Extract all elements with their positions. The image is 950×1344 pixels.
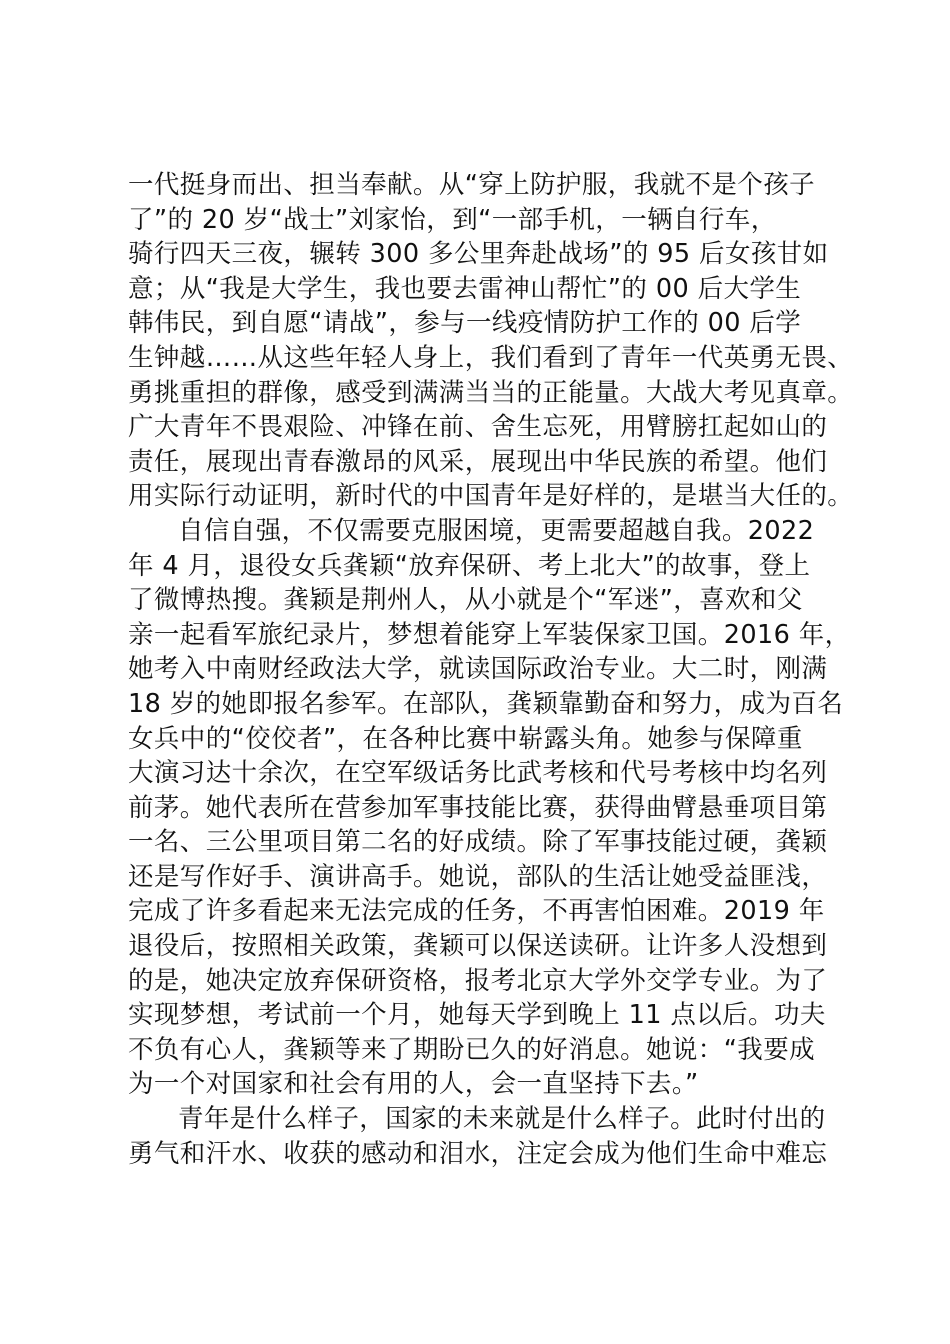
text-line: 不负有心人，龚颖等来了期盼已久的好消息。她说：“我要成 <box>128 1034 816 1065</box>
text-line: 了”的 20 岁“战士”刘家怡，到“一部手机，一辆自行车， <box>128 204 777 235</box>
text-line: 一名、三公里项目第二名的好成绩。除了军事技能过硬，龚颖 <box>128 827 828 858</box>
text-line: 年 4 月，退役女兵龚颖“放弃保研、考上北大”的故事，登上 <box>128 550 811 581</box>
text-line: 的是，她决定放弃保研资格，报考北京大学外交学专业。为了 <box>128 965 828 996</box>
text-line: 为一个对国家和社会有用的人，会一直坚持下去。” <box>128 1069 699 1100</box>
text-line: 责任，展现出青春激昂的风采，展现出中华民族的希望。他们 <box>128 446 828 477</box>
text-line: 完成了许多看起来无法完成的任务，不再害怕困难。2019 年 <box>128 896 825 927</box>
text-line: 一代挺身而出、担当奉献。从“穿上防护服，我就不是个孩子 <box>128 170 816 200</box>
text-line: 亲一起看军旅纪录片，梦想着能穿上军装保家卫国。2016 年， <box>128 619 851 650</box>
text-line: 广大青年不畏艰险、冲锋在前、舍生忘死，用臂膀扛起如山的 <box>128 412 828 443</box>
text-line: 意；从“我是大学生，我也要去雷神山帮忙”的 00 后大学生 <box>128 273 802 304</box>
text-line: 勇气和汗水、收获的感动和泪水，注定会成为他们生命中难忘 <box>128 1138 828 1169</box>
text-line: 韩伟民，到自愿“请战”，参与一线疫情防护工作的 00 后学 <box>128 308 802 339</box>
text-line: 18 岁的她即报名参军。在部队，龚颖靠勤奋和努力，成为百名 <box>128 688 844 719</box>
paragraph-start-line: 自信自强，不仅需要克服困境，更需要超越自我。2022 <box>178 515 815 546</box>
text-line: 生钟越……从这些年轻人身上，我们看到了青年一代英勇无畏、 <box>128 342 854 373</box>
text-line: 还是写作好手、演讲高手。她说，部队的生活让她受益匪浅， <box>128 861 828 892</box>
text-line: 女兵中的“佼佼者”，在各种比赛中崭露头角。她参与保障重 <box>128 723 803 754</box>
text-line: 勇挑重担的群像，感受到满满当当的正能量。大战大考见真章。 <box>128 377 854 408</box>
text-line: 她考入中南财经政法大学，就读国际政治专业。大二时，刚满 <box>128 654 828 685</box>
text-line: 用实际行动证明，新时代的中国青年是好样的，是堪当大任的。 <box>128 481 854 512</box>
text-line: 退役后，按照相关政策，龚颖可以保送读研。让许多人没想到 <box>128 931 828 962</box>
text-line: 了微博热搜。龚颖是荆州人，从小就是个“军迷”，喜欢和父 <box>128 585 803 616</box>
body-text <box>128 168 854 1171</box>
text-line: 骑行四天三夜，辗转 300 多公里奔赴战场”的 95 后女孩甘如 <box>128 239 829 270</box>
paragraph-start-line: 青年是什么样子，国家的未来就是什么样子。此时付出的 <box>178 1104 826 1135</box>
text-line: 前茅。她代表所在营参加军事技能比赛，获得曲臂悬垂项目第 <box>128 792 828 823</box>
text-line: 实现梦想，考试前一个月，她每天学到晚上 11 点以后。功夫 <box>128 1000 826 1031</box>
text-line: 大演习达十余次，在空军级话务比武考核和代号考核中均名列 <box>128 758 828 789</box>
